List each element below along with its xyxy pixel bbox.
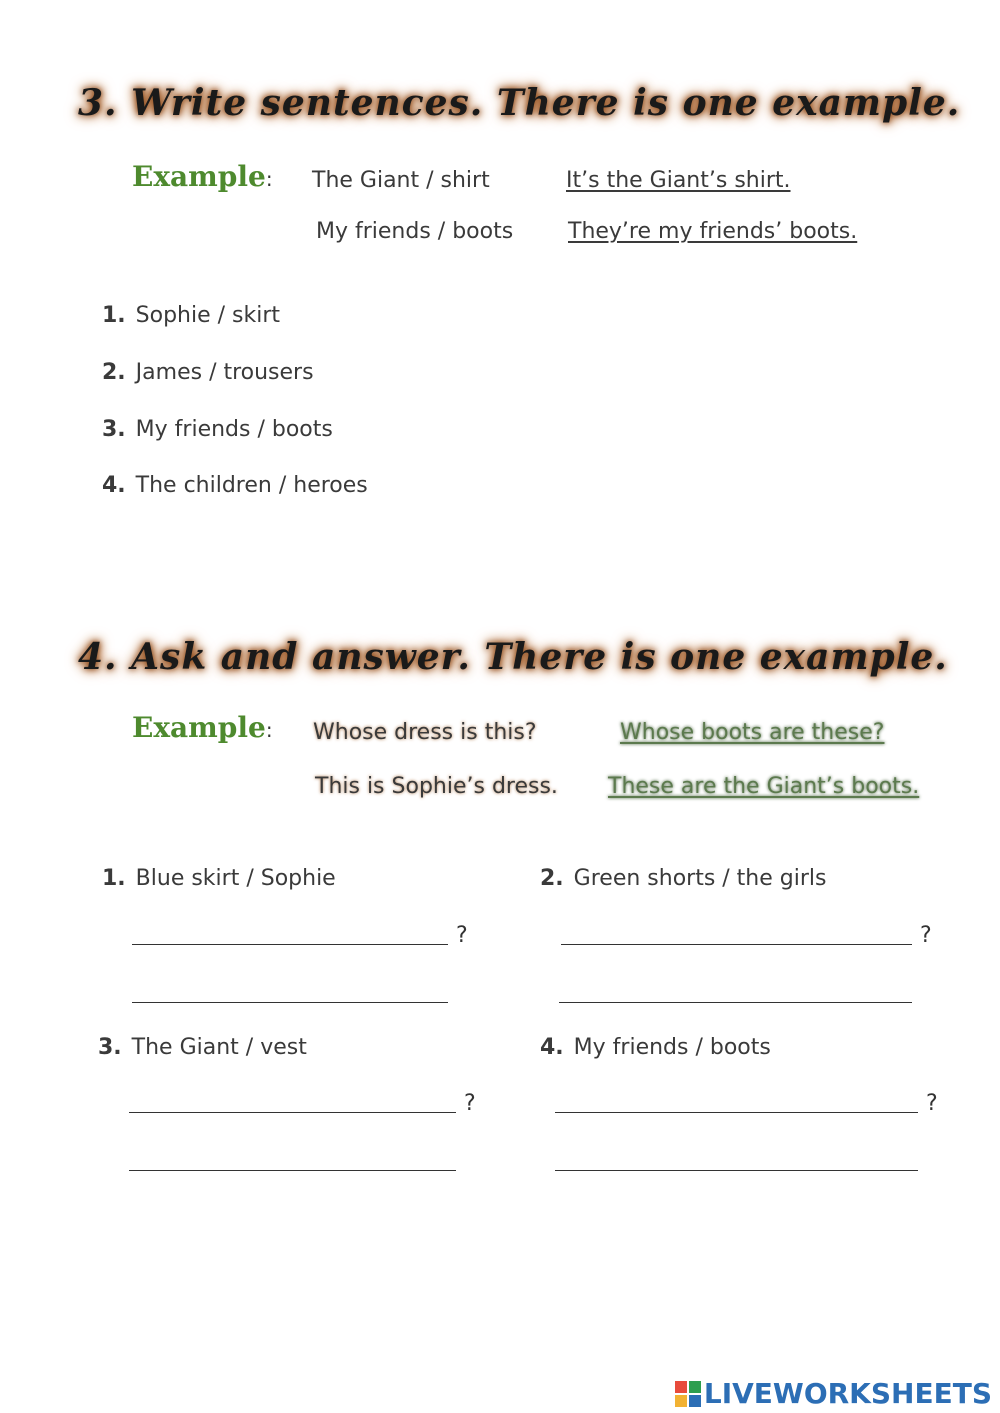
example-colon: :: [265, 718, 273, 742]
list-item: [98, 1035, 307, 1060]
answer-line-question-2[interactable]: [561, 944, 912, 945]
answer-line-question-4[interactable]: [555, 1112, 918, 1113]
item-text: Green shorts / the girls: [573, 866, 827, 891]
liveworksheets-logo: [675, 1377, 992, 1410]
example-answer-2: These are the Giant’s boots.: [608, 774, 920, 799]
section-3-example-label-group: [132, 160, 273, 193]
example-answer: This is Sophie’s dress.: [315, 774, 558, 799]
question-mark: ?: [456, 923, 468, 948]
example-label: Example: [132, 160, 266, 193]
item-text: My friends / boots: [573, 1035, 771, 1060]
answer-line-question-1[interactable]: [132, 944, 448, 945]
example-answer-2: They’re my friends’ boots.: [568, 219, 858, 244]
answer-line-answer-1[interactable]: [132, 1002, 448, 1003]
logo-block: [675, 1395, 687, 1407]
list-item: [102, 473, 368, 498]
item-number: 1.: [102, 866, 126, 891]
answer-line-answer-2[interactable]: [559, 1002, 912, 1003]
logo-text: LIVEWORKSHEETS: [703, 1377, 992, 1410]
item-text: Sophie / skirt: [135, 303, 281, 328]
question-mark: ?: [926, 1091, 938, 1116]
item-text: Blue skirt / Sophie: [135, 866, 336, 891]
section-4-example-label-group: [132, 711, 273, 744]
list-item: [102, 417, 333, 442]
question-mark: ?: [464, 1091, 476, 1116]
example-prompt-2: My friends / boots: [316, 219, 514, 244]
example-colon: :: [265, 167, 273, 191]
logo-block: [675, 1381, 687, 1393]
item-number: 4.: [540, 1035, 564, 1060]
item-number: 2.: [540, 866, 564, 891]
question-mark: ?: [920, 923, 932, 948]
item-number: 1.: [102, 303, 126, 328]
item-text: My friends / boots: [135, 417, 333, 442]
list-item: [102, 303, 280, 328]
item-number: 3.: [102, 417, 126, 442]
item-number: 2.: [102, 360, 126, 385]
list-item: [102, 360, 314, 385]
list-item: [102, 866, 336, 891]
item-text: James / trousers: [135, 360, 314, 385]
list-item: [540, 866, 826, 891]
example-question-2: Whose boots are these?: [620, 720, 885, 745]
answer-line-answer-3[interactable]: [129, 1170, 456, 1171]
section-3-title: 3. Write sentences. There is one example.: [78, 82, 961, 124]
example-prompt-1: The Giant / shirt: [312, 168, 490, 193]
section-4-title: 4. Ask and answer. There is one example.: [78, 636, 948, 678]
example-label: Example: [132, 711, 266, 744]
example-answer-1: It’s the Giant’s shirt.: [566, 168, 791, 193]
answer-line-answer-4[interactable]: [555, 1170, 918, 1171]
item-number: 3.: [98, 1035, 122, 1060]
logo-block: [689, 1381, 701, 1393]
example-question: Whose dress is this?: [313, 720, 537, 745]
item-number: 4.: [102, 473, 126, 498]
logo-block: [689, 1395, 701, 1407]
list-item: [540, 1035, 771, 1060]
item-text: The Giant / vest: [131, 1035, 307, 1060]
logo-blocks-icon: [675, 1381, 701, 1407]
item-text: The children / heroes: [135, 473, 368, 498]
answer-line-question-3[interactable]: [129, 1112, 456, 1113]
